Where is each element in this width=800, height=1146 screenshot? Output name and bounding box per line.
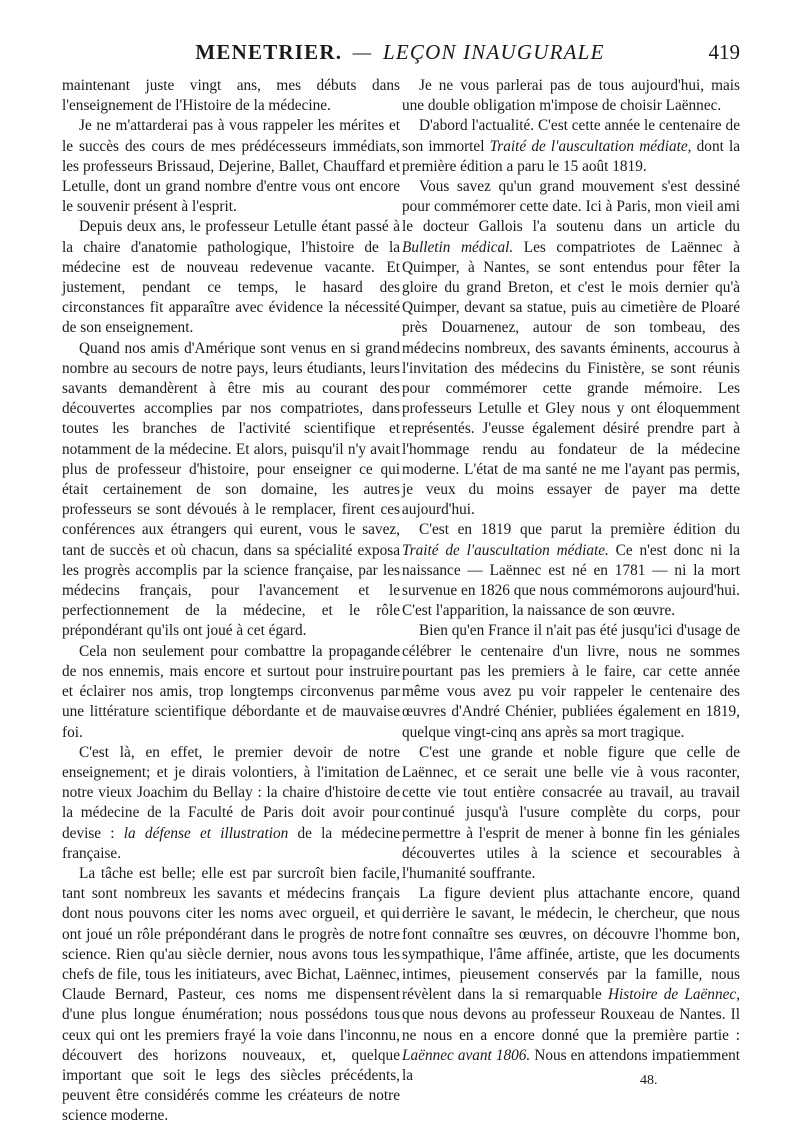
- text-run: de la médecine française.: [62, 824, 401, 862]
- header-lesson-title: LEÇON INAUGURALE: [382, 40, 605, 64]
- paragraph: [402, 177, 740, 520]
- right-column: [402, 76, 740, 1086]
- text-run: C'est en 1819 que parut la première édition du: [419, 521, 740, 539]
- paragraph: C'est une grande et noble figure que celle de Laënnec, et ce serait une belle vie à vous raconter, cette vie tout entière consacrée au travail, au travail continué jusqu'à l'usure complète du corps, pour permettre à l'esprit de mener à bonne fin les géniales découvertes utiles à la science et secourables à l'humanité souffrante.: [402, 743, 740, 882]
- text-run: dont la première édition a paru le 15 août 1819.: [402, 137, 741, 175]
- paragraph: [402, 520, 740, 621]
- running-title: [60, 40, 740, 65]
- journal-title-italic: Bulletin médical.: [402, 238, 514, 256]
- paragraph: [402, 884, 740, 1086]
- text-run: C'est là, en effet, le premier devoir de notre enseignement; et je dirais volontiers, à l'imitation de notre vieux Joachim du Bellay : la chaire d'histoire de la médecine de la Faculté de Paris doit avoir pour devise :: [62, 743, 400, 842]
- left-column: [62, 76, 400, 1127]
- page-number: 419: [708, 40, 740, 64]
- running-header: [60, 40, 740, 70]
- text-run: que nous devons au professeur Rouxeau de Nantes. Il ne nous en a encore donné que la première partie :: [402, 1006, 740, 1044]
- text-run: Ce n'est donc ni la naissance — Laënnec est né en 1781 — ni la mort survenue en 1826 que nous commémorons aujourd'hui. C'est l'apparition, la naissance de son œuvre.: [402, 541, 740, 620]
- paragraph: [402, 116, 740, 177]
- book-title-italic: Histoire de Laënnec,: [607, 986, 741, 1004]
- text-run: La figure devient plus attachante encore, quand derrière le savant, le médecin, le chercheur, que nous font connaître ses œuvres, on découvre l'homme bon, sympathique, l'âme affinée, artiste, que les documents intimes, pieusement conservés par la famille, nous révèlent dans la si remarquable: [402, 885, 740, 1004]
- paragraph: La tâche est belle; elle est par surcroît bien facile, tant sont nombreux les savants et médecins français dont nous pouvons citer les noms avec orgueil, et qui ont joué un rôle prépondérant dans le progrès de notre science. Rien qu'au siècle dernier, nous avons tous les chefs de file, tous les initiateurs, avec Bichat, Laënnec, Claude Bernard, Pasteur, ces noms me dispensent d'une plus longue énumération; nous possédons tous ceux qui ont les premiers frayé la voie dans l'inconnu, découvert des horizons nouveaux, et, quelque important que soit le legs des siècles précédents, peuvent être considérés comme les créateurs de notre science moderne.: [62, 864, 400, 1125]
- paragraph: Bien qu'en France il n'ait pas été jusqu'ici d'usage de célébrer le centenaire d'un livre, nous ne sommes pourtant pas les premiers à le faire, car cette année même vous avez pu voir rappeler le centenaire des œuvres d'André Chénier, publiées également en 1819, quelque vingt-cinq ans après sa mort tragique.: [402, 622, 740, 741]
- paragraph: Cela non seulement pour combattre la propagande de nos ennemis, mais encore et surtout pour instruire et éclairer nos amis, trop longtemps circonvenus par une littérature scientifique débordante et de mauvaise foi.: [62, 642, 400, 741]
- motto-italic: la défense et illustration: [123, 824, 289, 842]
- paragraph: maintenant juste vingt ans, mes débuts dans l'enseignement de l'Histoire de la médecine.: [62, 77, 400, 115]
- book-title-italic: Laënnec avant 1806.: [402, 1046, 531, 1064]
- text-run: Nous en attendons impatiemment la: [402, 1046, 741, 1084]
- book-title-italic: Traité de l'auscultation médiate.: [402, 541, 609, 559]
- text-run: D'abord l'actualité. C'est cette année le centenaire de son immortel: [402, 117, 740, 155]
- paragraph: Depuis deux ans, le professeur Letulle étant passé à la chaire d'anatomie pathologique, l'histoire de la médecine est de nouveau redevenue vacante. Et justement, pendant ce temps, le hasard des circonstances fit apparaître avec évidence la nécessité de son enseignement.: [62, 218, 400, 337]
- paragraph: [62, 743, 400, 864]
- paragraph: Je ne m'attarderai pas à vous rappeler les mérites et le succès des cours de mes prédécesseurs immédiats, les professeurs Brissaud, Dejerine, Ballet, Chauffard et Letulle, dont un grand nombre d'entre vous ont encore le souvenir présent à l'esprit.: [62, 117, 400, 216]
- paragraph: Quand nos amis d'Amérique sont venus en si grand nombre au secours de notre pays, leurs étudiants, leurs savants demandèrent à être mis au courant des découvertes accomplies par nos compatriotes, dans toutes les branches de l'activité scientifique et notamment de la médecine. Et alors, puisqu'il n'y avait plus de professeur d'histoire, pour enseigner ce qui était certainement de son domaine, les autres professeurs se sont dévoués à le remplacer, firent ces conférences aux étrangers qui eurent, vous le savez, tant de succès et où chacun, dans sa spécialité exposa les progrès accomplis par la science française, par les médecins français, pour l'avancement et le perfectionnement de la médecine, et le rôle prépondérant qu'ils ont joué à cet égard.: [62, 339, 400, 640]
- text-run: Les compatriotes de Laënnec à Quimper, à Nantes, se sont entendus pour fêter la gloire du grand Breton, et c'est le mois dernier qu'à Quimper, devant sa statue, puis au cimetière de Ploaré près Douarnenez, autour de son tombeau, des médecins nombreux, des savants éminents, accourus à l'invitation des médecins du Finistère, se sont réunis pour commémorer cette grande mémoire. Les professeurs Letulle et Gley nous y ont éloquemment représentés. J'eusse également désiré prendre part à l'hommage rendu au fondateur de la médecine moderne. L'état de ma santé ne me l'ayant pas permis, je veux du moins essayer de payer ma dette aujourd'hui.: [402, 238, 740, 519]
- signature-mark: 48.: [640, 1073, 658, 1088]
- header-separator: —: [352, 40, 373, 64]
- text-run: Vous savez qu'un grand mouvement s'est dessiné pour commémorer cette date. Ici à Paris, mon vieil ami le docteur Gallois l'a soutenu dans un article du: [402, 178, 740, 236]
- paragraph: Je ne vous parlerai pas de tous aujourd'hui, mais une double obligation m'impose de choisir Laënnec.: [402, 77, 740, 115]
- header-author: MENETRIER.: [195, 40, 343, 64]
- book-title-italic: Traité de l'auscultation médiate,: [489, 137, 692, 155]
